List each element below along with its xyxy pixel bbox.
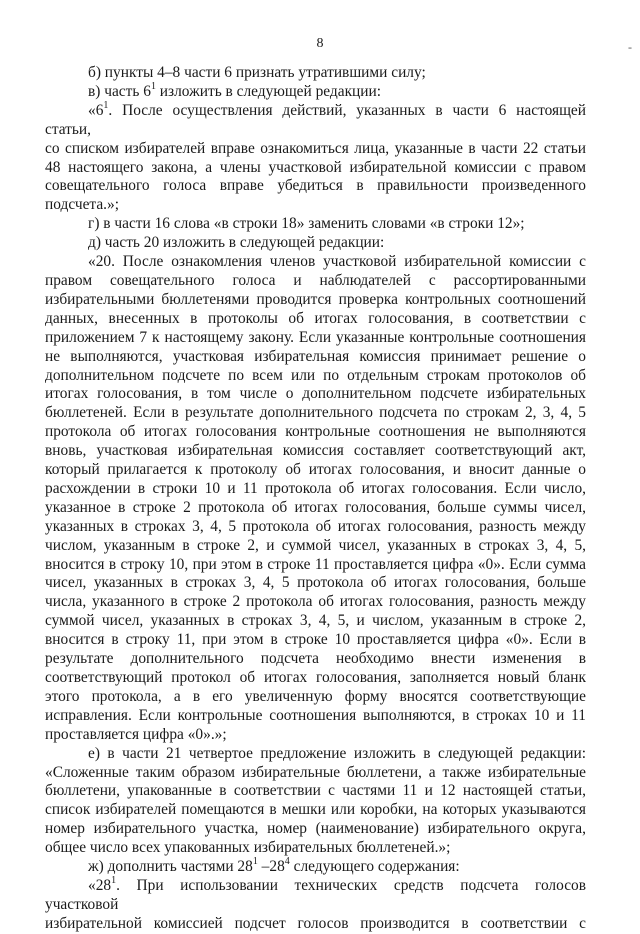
paragraph xyxy=(45,80,586,102)
text-line xyxy=(45,196,586,215)
text-run: исправления. Если контрольные соотношения выполняются, в строках 10 и 11 xyxy=(45,706,586,724)
text-run: вносится в строку 11, при этом в строке 10 проставляется цифра «0». Если в xyxy=(45,631,586,649)
text-line xyxy=(45,669,586,688)
text-line xyxy=(45,915,586,934)
text-line xyxy=(45,385,586,404)
text-run: расхождении в строки 10 и 11 протокола об итогах голосования. Если число, xyxy=(45,479,586,497)
text-run: подсчета.»; xyxy=(45,196,119,214)
document-body xyxy=(45,64,586,934)
text-run: дополнительном подсчете по всем или по отдельным строкам протоколов об xyxy=(45,366,586,384)
paragraph xyxy=(45,215,586,234)
paragraph xyxy=(45,99,586,215)
text-line xyxy=(45,726,586,745)
text-line xyxy=(45,820,586,839)
paragraph xyxy=(45,253,586,745)
text-line xyxy=(45,234,586,253)
paragraph xyxy=(45,745,586,858)
page-number: 8 xyxy=(316,36,324,51)
text-run: этого протокола, а в его увеличенную форму вносятся соответствующие xyxy=(45,687,586,705)
text-line xyxy=(45,556,586,575)
text-run: результате дополнительного подсчета необходимо внести изменения в xyxy=(45,650,586,668)
text-run: д) часть 20 изложить в следующей редакции: xyxy=(88,234,385,252)
text-run: бюллетеней. Если в результате дополнительного подсчета по строкам 2, 3, 4, 5 xyxy=(45,404,586,422)
text-run: г) в части 16 слова «в строки 18» заменить словами «в строки 12»; xyxy=(88,215,525,233)
text-run: правом совещательного голоса и наблюдателей с рассортированными xyxy=(45,271,586,289)
text-line xyxy=(45,442,586,461)
text-line xyxy=(45,140,586,159)
superscript: 1 xyxy=(103,99,109,111)
text-line xyxy=(45,423,586,442)
text-run: ж) дополнить частями 28 xyxy=(88,858,253,876)
text-line xyxy=(45,99,586,140)
text-run: следующего содержания: xyxy=(289,858,460,876)
text-run: в) часть 6 xyxy=(88,82,151,100)
text-run: чисел, указанных в строках 3, 4, 5 протокола об итогах голосования, больше xyxy=(45,574,586,592)
text-line xyxy=(45,348,586,367)
text-line xyxy=(45,480,586,499)
text-line xyxy=(45,329,586,348)
text-run: изложить в следующей редакции: xyxy=(155,82,382,100)
text-run: совещательного голоса вправе убедиться в правильности произведенного xyxy=(45,177,586,195)
text-line xyxy=(45,782,586,801)
text-run: соответствующий протокол об итогах голосования, заполняется новый бланк xyxy=(45,669,586,686)
text-line xyxy=(45,745,586,764)
text-line xyxy=(45,291,586,310)
text-run: числа, указанного в строке 2 протокола об итогах голосования, разность между xyxy=(45,593,586,611)
text-line xyxy=(45,253,586,272)
text-line xyxy=(45,159,586,178)
superscript: 1 xyxy=(111,874,117,886)
text-run: «20. После ознакомления членов участковой избирательной комиссии с xyxy=(88,253,586,271)
text-line xyxy=(45,612,586,631)
text-run: итогах голосования, в том числе о дополнительном подсчете избирательных xyxy=(45,385,586,403)
text-line xyxy=(45,650,586,669)
text-run: –28 xyxy=(257,858,285,876)
text-line xyxy=(45,593,586,612)
text-line xyxy=(45,499,586,518)
text-line xyxy=(45,764,586,783)
text-run: суммой чисел, указанных в строках 3, 4, 5, и числом, указанным в строке 2, xyxy=(45,612,586,630)
text-run: вновь, участковая избирательная комиссия составляет соответствующий акт, xyxy=(45,442,586,460)
text-run: «6 xyxy=(88,101,104,119)
paragraph xyxy=(45,874,586,934)
text-line xyxy=(45,874,586,915)
text-run: избирательными бюллетенями проводится проверка контрольных соотношений xyxy=(45,290,586,308)
text-run: список избирателей помещаются в мешки или коробки, на которых указываются xyxy=(45,801,586,819)
text-line xyxy=(45,367,586,386)
text-line xyxy=(45,177,586,196)
text-run: «Сложенные таким образом избирательные бюллетени, а также избирательные xyxy=(45,763,586,781)
superscript: 1 xyxy=(252,855,258,867)
text-line xyxy=(45,574,586,593)
text-run: данных, внесенных в протоколы об итогах голосования, в соответствии с xyxy=(45,309,586,327)
text-line xyxy=(45,64,586,83)
text-run: проставляется цифра «0».»; xyxy=(45,725,227,743)
margin-mark: - xyxy=(628,40,632,54)
text-run: числом, указанным в строке 2, и суммой чисел, указанных в строках 3, 4, 5, xyxy=(45,536,586,554)
text-run: не выполняются, участковая избирательная комиссия принимает решение о xyxy=(45,347,586,365)
text-line xyxy=(45,688,586,707)
text-line xyxy=(45,461,586,480)
text-run: «28 xyxy=(88,876,112,894)
text-run: общее число всех упакованных избирательных бюллетеней.»; xyxy=(45,839,451,857)
text-run: . При использовании технических средств подсчета голосов участковой xyxy=(45,876,586,913)
text-run: номер избирательного участка, номер (наименование) избирательного округа, xyxy=(45,820,586,838)
text-line xyxy=(45,518,586,537)
text-run: вносится в строку 10, при этом в строке 11 проставляется цифра «0». Если сумма xyxy=(45,555,586,573)
paragraph xyxy=(45,64,586,83)
superscript: 1 xyxy=(150,80,156,92)
text-run: приложением 7 к настоящему закону. Если указанные контрольные соотношения xyxy=(45,328,586,346)
text-run: указанное в строке 2 протокола об итогах голосования, больше суммы чисел, xyxy=(45,498,586,516)
text-run: который прилагается к протоколу об итогах голосования, и вносит данные о xyxy=(45,461,586,479)
text-line xyxy=(45,801,586,820)
text-line xyxy=(45,272,586,291)
text-run: . После осуществления действий, указанных в части 6 настоящей статьи, xyxy=(45,101,586,138)
text-line xyxy=(45,707,586,726)
text-line xyxy=(45,631,586,650)
superscript: 4 xyxy=(284,855,290,867)
paragraph xyxy=(45,234,586,253)
text-line xyxy=(45,404,586,423)
text-line xyxy=(45,537,586,556)
text-line xyxy=(45,80,586,102)
paragraph xyxy=(45,855,586,877)
text-line xyxy=(45,310,586,329)
text-line xyxy=(45,839,586,858)
text-run: избирательной комиссией подсчет голосов производится в соответствии с xyxy=(45,914,586,932)
text-line xyxy=(45,215,586,234)
text-run: протокола об итогах голосования контрольные соотношения не выполняются xyxy=(45,423,586,441)
text-run: со списком избирателей вправе ознакомиться лица, указанные в части 22 статьи xyxy=(45,139,586,157)
text-line xyxy=(45,855,586,877)
text-run: бюллетени, упакованные в соответствии с частями 11 и 12 настоящей статьи, xyxy=(45,782,586,800)
text-run: 48 настоящего закона, а члены участковой избирательной комиссии с правом xyxy=(45,158,586,176)
text-run: б) пункты 4–8 части 6 признать утратившими силу; xyxy=(88,64,426,81)
text-run: указанных в строках 3, 4, 5 протокола об итогах голосования, разность между xyxy=(45,517,586,535)
text-run: е) в части 21 четвертое предложение изложить в следующей редакции: xyxy=(88,744,586,762)
